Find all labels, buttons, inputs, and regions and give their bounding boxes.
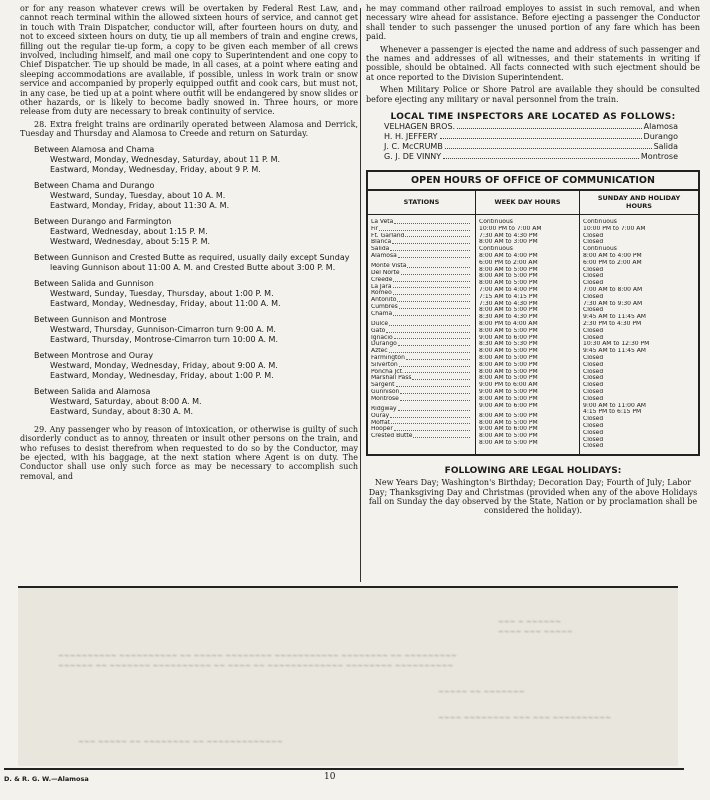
leader-dots: [392, 239, 470, 244]
station-name: Monte Vista: [371, 263, 407, 270]
schedule-time: Eastward, Monday, Wednesday, Friday, about 9 P. M.: [50, 164, 261, 174]
station-cell: [371, 369, 472, 376]
sunday-hours-cell: Closed: [583, 361, 604, 368]
schedule-time: Eastward, Monday, Wednesday, Friday, about 1:00 P. M.: [50, 370, 274, 380]
leader-dots: [389, 321, 470, 326]
station-cell: [371, 433, 472, 440]
station-name: Fir: [371, 225, 379, 232]
inspector-row: [384, 152, 678, 162]
sunday-hours-cell: Closed: [583, 232, 604, 239]
schedule-block: [20, 387, 358, 417]
weekday-hours-cell: 7:00 AM to 4:00 PM: [479, 287, 538, 294]
inspector-location: Durango: [643, 132, 678, 142]
weekday-hours-cell: 8:00 AM to 5:00 PM: [479, 280, 538, 287]
schedule-time: Eastward, Monday, Wednesday, Friday, about 11:00 A. M.: [50, 298, 281, 308]
faded-bleed-through-area: ~~~ ~ ~~~~~~ ~~~~ ~~~ ~~~~~ ~~~~~~~~~~ ~~~~~~~~~~ ~~ ~~~~~ ~~~~~~~~ ~~~~~~~~~~~ ~~~~~~~~ ~~ ~~~~~~~~~ ~~~~~~ ~~ ~~~~~~~ ~~~~~~~~~~ ~~ ~~~~ ~~ ~~~~~~~~~~~~~ ~~~~~~~~ ~~~~~~~~~~ ~~~~~ ~~ ~~~~~~~ ~~~~ ~~~~~~~~ ~~~ ~~~ ~~~~~~~~~~ ~~~ ~~~~~ ~~ ~~~~~~~~ ~~ ~~~~~~~~~~~~~: [18, 586, 678, 766]
station-name: Cumbres: [371, 304, 398, 311]
schedule-time: Westward, Monday, Wednesday, Saturday, about 11 P. M.: [50, 154, 281, 164]
weekday-hours-cell: 9:00 AM to 6:00 PM: [479, 334, 538, 341]
sunday-hours-cell: Closed: [583, 395, 604, 402]
schedule-route: Between Gunnison and Crested Butte as required, usually daily except Sunday leaving Gunnison about 11:00 A. M. and Crested Butte about 3:00 P. M.: [34, 252, 350, 272]
weekday-hours-cell: 9:00 AM to 5:00 PM: [479, 388, 538, 395]
station-cell: [371, 375, 472, 382]
weekday-hours-cell: 8:00 AM to 5:00 PM: [479, 375, 538, 382]
paragraph-ejection-b: Whenever a passenger is ejected the name and address of such passenger and the names and addresses of all witnesses, and their statements in writing if possible, should be obtained. All facts connected with such ejectment should be at once reported to the Division Superintendent.: [366, 44, 700, 82]
sunday-hours-cell: Closed: [583, 443, 604, 450]
station-cell: [371, 239, 472, 246]
sunday-hours-cell: 7:30 AM to 9:30 AM: [583, 300, 643, 307]
schedule-block: [20, 315, 358, 345]
station-cell: [371, 270, 472, 277]
sunday-hours-cell: Closed: [583, 422, 604, 429]
station-cell: [371, 420, 472, 427]
station-cell: [371, 328, 472, 335]
station-name: Del Norte: [371, 270, 400, 277]
station-cell: [371, 233, 472, 240]
page-number: 10: [324, 772, 336, 782]
station-cell: [371, 382, 472, 389]
inspector-name: G. J. DE VINNY: [384, 152, 442, 162]
right-column: [366, 4, 700, 516]
schedule-route: Between Chama and Durango: [34, 180, 155, 190]
paragraph-29: 29. Any passenger who by reason of intoxication, or otherwise is guilty of such disorderly conduct as to annoy, threaten or insult other persons on the train, and who refuses to desist therefrom when requested to do so by the Conductor, may be ejected, with his baggage, at the next station where Agent is on duty. The Conductor shall use only such force as may be necessary to accomplish such removal, and: [20, 424, 358, 481]
inspector-row: [384, 142, 678, 152]
weekday-hours-cell: 7:15 AM to 4:15 PM: [479, 293, 538, 300]
station-name: Blanca: [371, 239, 392, 246]
schedule-block: [20, 145, 358, 175]
station-cell: [371, 246, 472, 253]
leader-dots: [405, 369, 470, 374]
left-column: [20, 4, 358, 484]
weekday-hours-cell: 8:00 AM to 5:00 PM: [479, 361, 538, 368]
station-name: La Veta: [371, 219, 394, 226]
leader-dots: [386, 328, 470, 333]
column-divider: [360, 8, 361, 582]
station-name: Chama: [371, 310, 393, 317]
weekday-hours-cell: 8:00 PM to 4:00 AM: [479, 321, 538, 328]
schedule-route: Between Salida and Alamosa: [34, 386, 151, 396]
schedule-time: Eastward, Monday, Friday, about 11:30 A. M.: [50, 200, 230, 210]
weekday-hours-cell: 8:00 AM to 5:00 PM: [479, 439, 538, 446]
weekday-hours-cell: 9:00 PM to 6:00 AM: [479, 382, 538, 389]
weekday-hours-cell: 8:00 AM to 5:00 PM: [479, 368, 538, 375]
station-name: Gunnison: [371, 388, 400, 395]
leader-dots: [379, 226, 470, 231]
station-cell: [371, 304, 472, 311]
leader-dots: [440, 132, 642, 139]
station-name: Creede: [371, 276, 393, 283]
sunday-hours-cell: Closed: [583, 436, 604, 443]
sunday-hours-cell: Closed: [583, 307, 604, 314]
office-hours-table: [366, 170, 700, 456]
weekday-hours-cell: 8:30 AM to 5:30 PM: [479, 341, 538, 348]
station-cell: [371, 311, 472, 318]
station-cell: [371, 413, 472, 420]
weekday-hours-cell: 8:00 AM to 5:00 PM: [479, 266, 538, 273]
office-hours-title: OPEN HOURS OF OFFICE OF COMMUNICATION: [368, 172, 698, 191]
schedule-block: [20, 253, 358, 273]
paragraph-military: When Military Police or Shore Patrol are available they should be consulted before ejecting any military or naval personnel from the train.: [366, 85, 700, 104]
schedule-route: Between Gunnison and Montrose: [34, 314, 167, 324]
station-cell: [371, 219, 472, 226]
station-name: Crested Butte: [371, 433, 413, 440]
sunday-hours-cell: 9:45 AM to 11:45 AM: [583, 314, 646, 321]
weekday-hours-cell: 9:00 AM to 6:00 PM: [479, 426, 538, 433]
weekday-hours-cell: 7:30 AM to 4:30 PM: [479, 300, 538, 307]
schedule-time: Westward, Saturday, about 8:00 A. M.: [50, 396, 202, 406]
sunday-hours-cell: Closed: [583, 334, 604, 341]
weekday-hours-cell: 8:00 AM to 5:00 PM: [479, 327, 538, 334]
sunday-hours-cell: 4:15 PM to 6:15 PM: [583, 409, 642, 416]
schedule-time: Westward, Monday, Wednesday, Friday, about 9:00 A. M.: [50, 360, 278, 370]
station-cell: [371, 426, 472, 433]
station-cell: [371, 253, 472, 260]
leader-dots: [445, 142, 652, 149]
sunday-hours-cell: Closed: [583, 293, 604, 300]
paragraph-28: 28. Extra freight trains are ordinarily operated between Alamosa and Derrick, Tuesday and Thursday and Alamosa to Creede and return on Saturday.: [20, 119, 358, 139]
station-cell: [371, 290, 472, 297]
sunday-hours-cell: Closed: [583, 429, 604, 436]
footer-railroad-label: D. & R. G. W.—Alamosa: [4, 775, 89, 783]
leader-dots: [399, 304, 470, 309]
leader-dots: [393, 277, 470, 282]
leader-dots: [394, 219, 470, 224]
station-name: Salida: [371, 246, 390, 253]
station-cell: [371, 277, 472, 284]
paragraph-tie-up: or for any reason whatever crews will be overtaken by Federal Rest Law, and cannot reach terminal within the allowed sixteen hours of service, and cannot get in touch with Train Dispatcher, conductor will, after fourteen hours on duty, and not to exceed sixteen hours on duty, tie up all members of train and engine crews, filling out the regular tie-up form, a copy to be given each member of all crews involved, including himself, and mail one copy to Superintendent and one copy to Chief Dispatcher. Tie up should be made, in all cases, at a point where eating and sleeping accommodations are available, if possible, unless in work train or snow service and accompanied by properly equipped outfit and cook cars, but must not, in any case, be tied up at a point where outfit will be endangered by snow slides or other hazards, or is likely to become badly snowed in. Three hours, or more release from duty are necessary to break continuity of service.: [20, 4, 358, 117]
leader-dots: [397, 297, 470, 302]
weekday-hours-cell: 8:00 AM to 5:00 PM: [479, 273, 538, 280]
station-cell: [371, 348, 472, 355]
sunday-header: SUNDAY AND HOLIDAY HOURS: [580, 191, 698, 215]
station-name: Ridgway: [371, 405, 397, 412]
paragraph-ejection-a: he may command other railroad employes to assist in such removal, and when necessary wire ahead for assistance. Before ejecting a passenger the Conductor shall tender to such passenger the unused portion of any fare which has been paid.: [366, 4, 700, 42]
leader-dots: [393, 284, 470, 289]
schedule-time: Westward, Sunday, Tuesday, Thursday, about 1:00 P. M.: [50, 288, 274, 298]
weekday-hours-cell: 6:00 PM to 2:00 AM: [479, 259, 538, 266]
leader-dots: [391, 420, 470, 425]
station-name: Silverton: [371, 361, 398, 368]
station-cell: [371, 396, 472, 403]
station-cell: [371, 297, 472, 304]
station-cell: [371, 362, 472, 369]
weekday-hours-cell: 8:00 AM to 5:00 PM: [479, 395, 538, 402]
footer-rule: [4, 768, 684, 770]
leader-dots: [401, 270, 470, 275]
sunday-hours-cell: 2:30 PM to 4:30 PM: [583, 321, 642, 328]
station-name: Sargent: [371, 382, 395, 389]
weekday-hours-cell: 8:00 AM to 5:00 PM: [479, 307, 538, 314]
leader-dots: [399, 362, 470, 367]
weekday-hours-cell: 9:00 AM to 6:00 PM: [479, 402, 538, 409]
weekday-hours-cell: 7:30 AM to 4:30 PM: [479, 232, 538, 239]
leader-dots: [398, 406, 470, 411]
weekday-hours-cell: 8:30 AM to 4:30 PM: [479, 314, 538, 321]
holidays-heading: FOLLOWING ARE LEGAL HOLIDAYS:: [444, 466, 622, 477]
weekday-hours-cell: 8:00 AM to 5:00 PM: [479, 419, 538, 426]
weekday-hours-cell: 8:00 AM to 5:00 PM: [479, 348, 538, 355]
station-name: Ft. Garland: [371, 232, 405, 239]
office-hours-grid: [368, 191, 698, 454]
weekday-hours-cell: 8:00 AM to 5:00 PM: [479, 412, 538, 419]
sunday-hours-cell: 7:00 AM to 8:00 AM: [583, 287, 643, 294]
sunday-hours-cell: Closed: [583, 382, 604, 389]
sunday-hours-cell: Closed: [583, 416, 604, 423]
schedule-time: Eastward, Wednesday, about 1:15 P. M.: [50, 226, 208, 236]
leader-dots: [393, 311, 470, 316]
inspector-name: H. H. JEFFERY: [384, 132, 438, 142]
sunday-hours-cell: Closed: [583, 280, 604, 287]
sunday-hours-cell: Continuous: [583, 246, 617, 253]
sunday-hours-cell: Closed: [583, 327, 604, 334]
schedule-time: Eastward, Sunday, about 8:30 A. M.: [50, 406, 194, 416]
station-cell: [371, 335, 472, 342]
schedule-route: Between Alamosa and Chama: [34, 144, 155, 154]
schedule-route: Between Montrose and Ouray: [34, 350, 154, 360]
station-name: Marshall Pass: [371, 375, 412, 382]
weekday-hours-cell: Continuous: [479, 219, 513, 226]
schedule-block: [20, 279, 358, 309]
leader-dots: [405, 233, 470, 238]
stations-column: [368, 191, 476, 454]
schedule-block: [20, 351, 358, 381]
station-name: La Jara: [371, 283, 392, 290]
leader-dots: [390, 413, 470, 418]
schedule-block: [20, 217, 358, 247]
leader-dots: [443, 152, 639, 159]
sunday-hours-cell: Closed: [583, 375, 604, 382]
sunday-hours-cell: Closed: [583, 273, 604, 280]
leader-dots: [407, 263, 470, 268]
station-name: Alamosa: [371, 253, 397, 260]
station-cell: [371, 341, 472, 348]
inspector-name: VELHAGEN BROS.: [384, 122, 456, 132]
station-name: Hooper: [371, 426, 393, 433]
sunday-hours-cell: Closed: [583, 239, 604, 246]
station-cell: [371, 321, 472, 328]
schedule-route: Between Durango and Farmington: [34, 216, 172, 226]
inspectors-list: [366, 122, 700, 162]
station-name: Aztec: [371, 348, 388, 355]
schedule-time: Westward, Wednesday, about 5:15 P. M.: [50, 236, 211, 246]
station-cell: [371, 389, 472, 396]
station-name: Romeo: [371, 290, 392, 297]
inspector-location: Montrose: [640, 152, 678, 162]
inspector-location: Salida: [653, 142, 678, 152]
sunday-hours-cell: Closed: [583, 388, 604, 395]
sunday-hours-cell: 8:00 AM to 4:00 PM: [583, 253, 642, 260]
inspector-name: J. C. McCRUMB: [384, 142, 443, 152]
leader-dots: [412, 375, 470, 380]
sunday-hours-cell: 9:00 AM to 11:00 AM: [583, 402, 646, 409]
station-name: Gato: [371, 327, 386, 334]
leader-dots: [398, 253, 470, 258]
station-cell: [371, 284, 472, 291]
station-name: Ignacio: [371, 334, 393, 341]
schedule-time: Westward, Thursday, Gunnison-Cimarron turn 9:00 A. M.: [50, 324, 276, 334]
leader-dots: [400, 396, 470, 401]
weekday-hours-cell: 8:00 AM to 5:00 PM: [479, 355, 538, 361]
station-name: Moffat: [371, 419, 391, 426]
leader-dots: [393, 290, 470, 295]
schedule-block: [20, 181, 358, 211]
inspector-location: Alamosa: [643, 122, 678, 132]
sunday-hours-cell: Continuous: [583, 219, 617, 226]
station-name: Ouray: [371, 412, 390, 419]
station-name: Durango: [371, 341, 397, 348]
inspector-row: [384, 122, 678, 132]
sunday-hours-cell: 9:45 AM to 11:45 AM: [583, 348, 646, 355]
leader-dots: [394, 426, 470, 431]
weekday-hours-cell: 8:00 AM to 4:00 PM: [479, 253, 538, 260]
sunday-hours-cell: 10:30 AM to 12:30 PM: [583, 341, 650, 348]
leader-dots: [396, 382, 470, 387]
sunday-column: [580, 191, 698, 454]
station-name: Farmington: [371, 354, 405, 361]
leader-dots: [400, 389, 470, 394]
leader-dots: [389, 348, 470, 353]
weekday-hours-cell: 10:00 PM to 7:00 AM: [479, 225, 542, 232]
station-name: Dulce: [371, 321, 389, 327]
sunday-hours-cell: 10:00 PM to 7:00 AM: [583, 225, 646, 232]
weekday-column: [476, 191, 580, 454]
station-name: Montrose: [371, 395, 399, 402]
schedule-time: Westward, Sunday, Tuesday, about 10 A. M.: [50, 190, 226, 200]
sunday-hours-cell: Closed: [583, 368, 604, 375]
weekday-header: WEEK DAY HOURS: [476, 191, 579, 215]
inspectors-heading: LOCAL TIME INSPECTORS ARE LOCATED AS FOLLOWS:: [390, 112, 676, 123]
leader-dots: [390, 246, 470, 251]
leader-dots: [394, 335, 470, 340]
schedule-route: Between Salida and Gunnison: [34, 278, 154, 288]
weekday-hours-cell: 8:00 AM to 5:00 PM: [479, 433, 538, 440]
leader-dots: [457, 122, 642, 129]
sunday-hours-cell: Closed: [583, 355, 604, 361]
freight-schedule-list: [20, 145, 358, 417]
weekday-hours-cell: Continuous: [479, 246, 513, 253]
leader-dots: [406, 355, 470, 360]
holidays-text: New Years Day; Washington's Birthday; Decoration Day; Fourth of July; Labor Day; Thanksgiving Day and Christmas (provided when any of the above Holidays fall on Sunday the day observed by the State, Nation or by proclamation shall be considered the holiday).: [368, 478, 698, 516]
inspector-row: [384, 132, 678, 142]
sunday-hours-cell: Closed: [583, 266, 604, 273]
stations-header: STATIONS: [368, 191, 475, 215]
schedule-time: Eastward, Thursday, Montrose-Cimarron turn 10:00 A. M.: [50, 334, 278, 344]
station-cell: [371, 355, 472, 362]
station-cell: [371, 226, 472, 233]
station-name: Antonito: [371, 297, 397, 304]
station-cell: [371, 406, 472, 413]
weekday-hours-cell: 8:00 AM to 3:00 PM: [479, 239, 538, 246]
sunday-hours-cell: 6:00 PM to 2:00 AM: [583, 259, 642, 266]
leader-dots: [413, 433, 470, 438]
leader-dots: [398, 341, 470, 346]
station-cell: [371, 263, 472, 270]
station-name: Poncha Jct.: [371, 368, 404, 375]
